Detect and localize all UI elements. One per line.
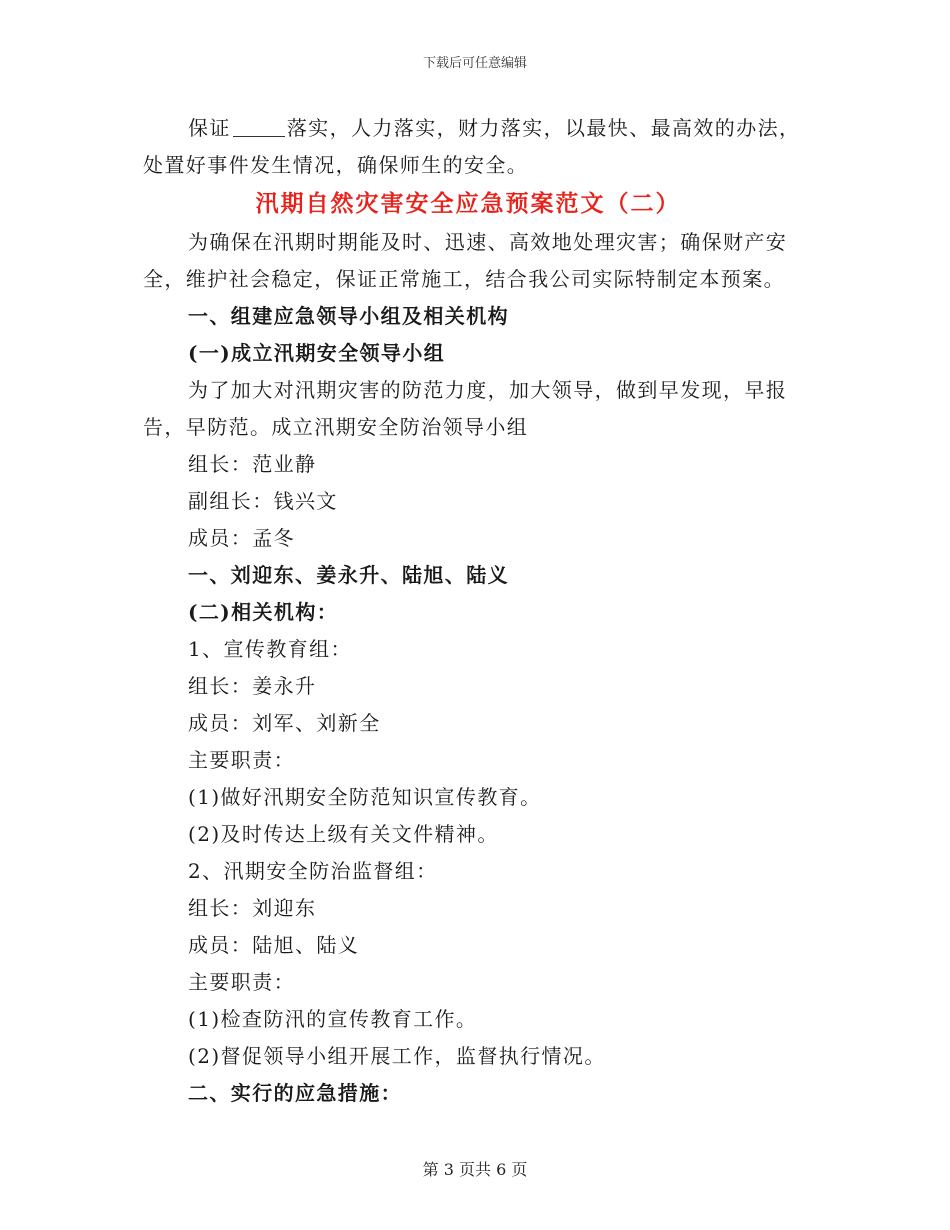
heading-level-2: (二)相关机构： (188, 600, 339, 624)
text-fragment: 保证 (188, 116, 231, 140)
members-line: 成员：孟冬 (188, 526, 295, 550)
paragraph-line: 处置好事件发生情况，确保师生的安全。 (143, 153, 529, 177)
members-continued: 一、刘迎东、姜永升、陆旭、陆义 (188, 563, 509, 587)
group-members: 成员：陆旭、陆义 (188, 933, 360, 957)
duty-label: 主要职责： (188, 748, 295, 772)
group-leader: 组长：刘迎东 (188, 896, 317, 920)
heading-level-1: 一、组建应急领导小组及相关机构 (188, 304, 509, 328)
heading-level-1: 二、实行的应急措施： (188, 1081, 402, 1105)
text-fragment: 落实，人力落实，财力落实，以最快、最高效的办法， (286, 116, 801, 140)
page-header: 下载后可任意编辑 (422, 56, 527, 71)
duty-item: (1)做好汛期安全防范知识宣传教育。 (188, 785, 542, 809)
group-leader: 组长：姜永升 (188, 674, 317, 698)
duty-item: (1)检查防汛的宣传教育工作。 (188, 1007, 478, 1031)
group-title: 2、汛期安全防治监督组： (188, 859, 438, 883)
duty-item: (2)督促领导小组开展工作，监督执行情况。 (188, 1044, 606, 1068)
leader-line: 组长：范业静 (188, 452, 317, 476)
paragraph-line: 为确保在汛期时期能及时、迅速、高效地处理灾害；确保财产安 (188, 230, 788, 254)
heading-level-2: (一)成立汛期安全领导小组 (188, 341, 446, 365)
duty-item: (2)及时传达上级有关文件精神。 (188, 822, 499, 846)
duty-label: 主要职责： (188, 970, 295, 994)
paragraph-line: 告，早防范。成立汛期安全防治领导小组 (143, 415, 529, 439)
section-title: 汛期自然灾害安全应急预案范文（二） (255, 190, 681, 217)
document-body (143, 110, 803, 1112)
group-title: 1、宣传教育组： (188, 637, 352, 661)
page-footer: 第 3 页共 6 页 (422, 1160, 528, 1179)
paragraph-line: 为了加大对汛期灾害的防范力度，加大领导，做到早发现，早报 (188, 378, 788, 402)
fill-blank (233, 116, 285, 137)
paragraph-line (143, 110, 803, 147)
paragraph-line: 全，维护社会稳定，保证正常施工，结合我公司实际特制定本预案。 (143, 267, 785, 291)
deputy-line: 副组长：钱兴文 (188, 489, 338, 513)
group-members: 成员：刘军、刘新全 (188, 711, 381, 735)
